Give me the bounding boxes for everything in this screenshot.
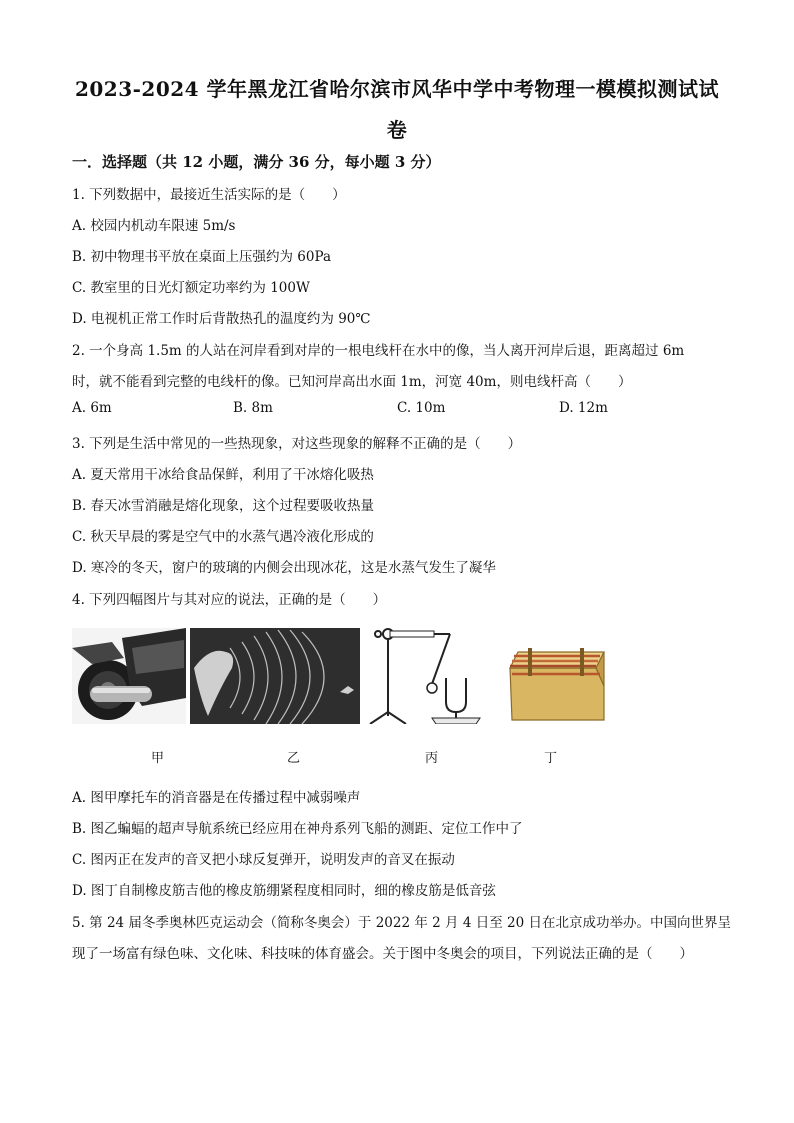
q4-option-b: B. 图乙蝙蝠的超声导航系统已经应用在神舟系列飞船的测距、定位工作中了 bbox=[72, 821, 523, 837]
rubber-band-guitar-figure bbox=[500, 628, 612, 724]
section-heading: 一．选择题（共 12 小题，满分 36 分，每小题 3 分） bbox=[72, 153, 441, 171]
q1-option-a: A. 校园内机动车限速 5m/s bbox=[72, 218, 236, 234]
q1-option-d: D. 电视机正常工作时后背散热孔的温度约为 90℃ bbox=[72, 311, 371, 327]
bat-echolocation-figure bbox=[190, 628, 360, 724]
q2-option-b: B. 8m bbox=[233, 400, 273, 416]
q2-stem-line1: 2. 一个身高 1.5m 的人站在河岸看到对岸的一根电线杆在水中的像，当人离开河岸后退，距离超过 6m bbox=[72, 343, 685, 359]
q2-option-a: A. 6m bbox=[72, 400, 112, 416]
figure-caption-yi: 乙 bbox=[287, 751, 301, 766]
q1-option-b: B. 初中物理书平放在桌面上压强约为 60Pa bbox=[72, 249, 331, 265]
q5-stem-line2: 现了一场富有绿色味、文化味、科技味的体育盛会。关于图中冬奥会的项目，下列说法正确的是（ ） bbox=[72, 946, 693, 962]
q4-option-c: C. 图丙正在发声的音叉把小球反复弹开，说明发声的音叉在振动 bbox=[72, 852, 455, 868]
q3-stem: 3. 下列是生活中常见的一些热现象，对这些现象的解释不正确的是（ ） bbox=[72, 436, 522, 452]
figure-caption-bing: 丙 bbox=[425, 751, 439, 766]
q1-stem: 1. 下列数据中，最接近生活实际的是（ ） bbox=[72, 187, 346, 203]
q1-option-c: C. 教室里的日光灯额定功率约为 100W bbox=[72, 280, 310, 296]
figure-caption-ding: 丁 bbox=[544, 751, 558, 766]
q3-option-c: C. 秋天早晨的雾是空气中的水蒸气遇冷液化形成的 bbox=[72, 529, 374, 545]
doc-title-line1: 2023-2024 学年黑龙江省哈尔滨市风华中学中考物理一模模拟测试试 bbox=[74, 77, 720, 101]
q4-option-d: D. 图丁自制橡皮筋吉他的橡皮筋绷紧程度相同时，细的橡皮筋是低音弦 bbox=[72, 883, 496, 899]
q4-option-a: A. 图甲摩托车的消音器是在传播过程中减弱噪声 bbox=[72, 790, 361, 806]
q2-stem-line2: 时，就不能看到完整的电线杆的像。已知河岸高出水面 1m，河宽 40m，则电线杆高（ ） bbox=[72, 374, 632, 390]
q2-option-c: C. 10m bbox=[397, 400, 446, 416]
q3-option-b: B. 春天冰雪消融是熔化现象，这个过程要吸收热量 bbox=[72, 498, 375, 514]
q5-stem-line1: 5. 第 24 届冬季奥林匹克运动会（简称冬奥会）于 2022 年 2 月 4 日至 20 日在北京成功举办。中国向世界呈 bbox=[72, 915, 731, 931]
q2-option-d: D. 12m bbox=[559, 400, 608, 416]
motorcycle-figure bbox=[72, 628, 186, 724]
doc-title-line2: 卷 bbox=[386, 118, 408, 142]
q3-option-d: D. 寒冷的冬天，窗户的玻璃的内侧会出现冰花，这是水蒸气发生了凝华 bbox=[72, 560, 496, 576]
q3-option-a: A. 夏天常用干冰给食品保鲜，利用了干冰熔化吸热 bbox=[72, 467, 374, 483]
figure-caption-jia: 甲 bbox=[151, 751, 165, 766]
q4-stem: 4. 下列四幅图片与其对应的说法，正确的是（ ） bbox=[72, 592, 387, 608]
tuning-fork-figure bbox=[362, 628, 490, 724]
